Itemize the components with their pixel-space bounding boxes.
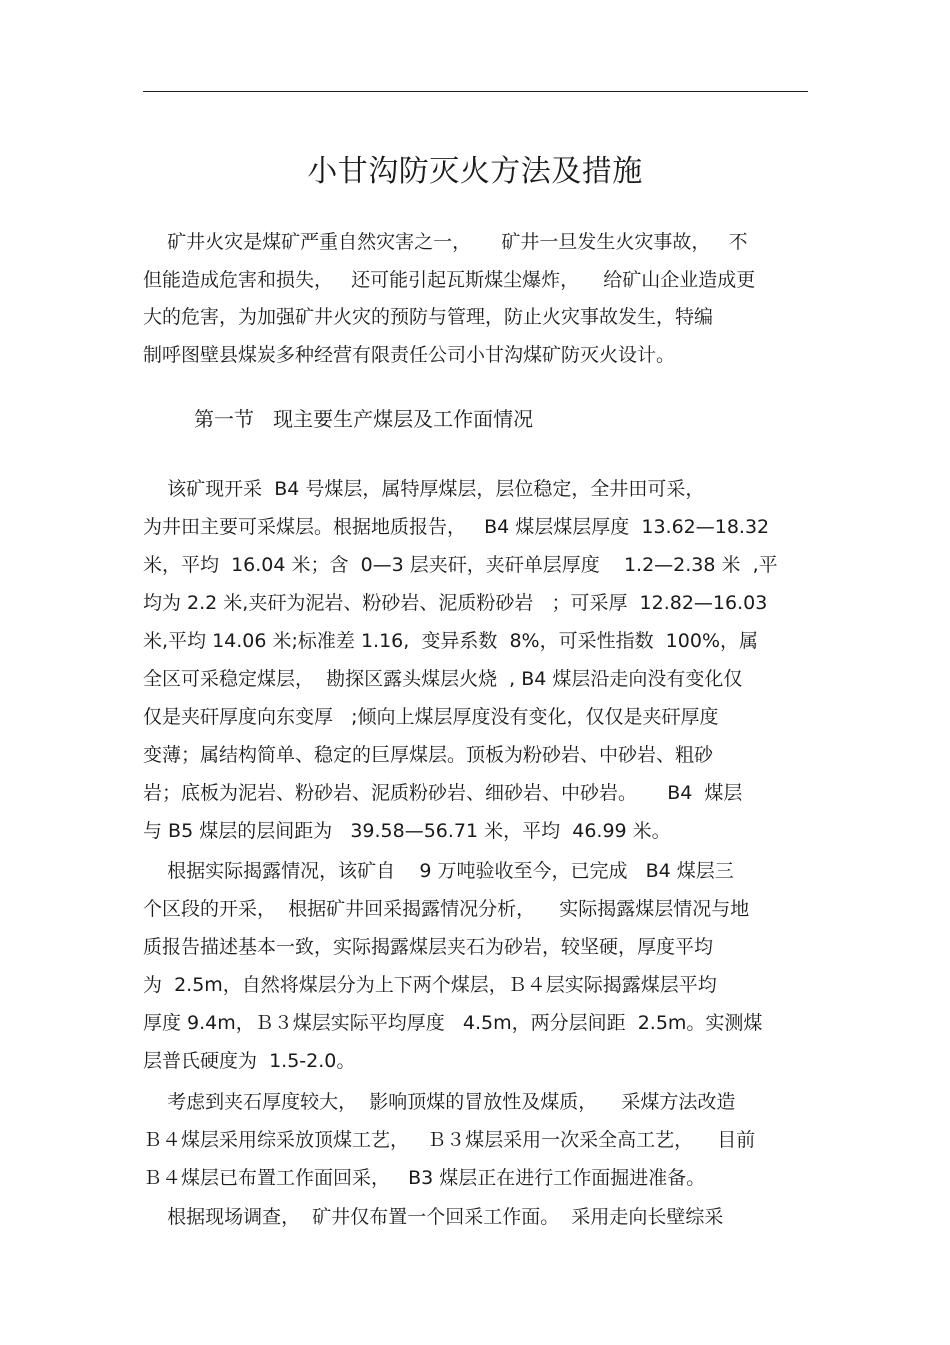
paragraph-line: 均为 2.2 米,夹矸为泥岩、粉砂岩、泥质粉砂岩 ；可采厚 12.82—16.03 bbox=[143, 592, 768, 614]
intro-paragraph bbox=[143, 224, 813, 374]
paragraph-line: 个区段的开采， 根据矿井回采揭露情况分析， 实际揭露煤层情况与地 bbox=[143, 898, 750, 920]
paragraph-line: 米,平均 14.06 米;标准差 1.16, 变异系数 8%，可采性指数 100%，属 bbox=[143, 630, 758, 652]
paragraph-line: 为 2.5m，自然将煤层分为上下两个煤层，Ｂ４层实际揭露煤层平均 bbox=[143, 974, 717, 996]
document-title: 小甘沟防灭火方法及措施 bbox=[307, 154, 643, 189]
paragraph-line: 仅是夹矸厚度向东变厚 ;倾向上煤层厚度没有变化，仅仅是夹矸厚度 bbox=[143, 706, 719, 728]
paragraph-line: 层普氏硬度为 1.5-2.0。 bbox=[143, 1050, 356, 1072]
paragraph-line: Ｂ４煤层已布置工作面回采， B3 煤层正在进行工作面掘进准备。 bbox=[143, 1167, 706, 1189]
site-survey-paragraph bbox=[143, 1198, 813, 1236]
exposure-paragraph bbox=[143, 852, 813, 1080]
paragraph-line: 但能造成危害和损失， 还可能引起瓦斯煤尘爆炸， 给矿山企业造成更 bbox=[143, 268, 756, 291]
paragraph-line: 质报告描述基本一致，实际揭露煤层夹石为砂岩，较坚硬，厚度平均 bbox=[143, 936, 714, 958]
coal-seam-paragraph bbox=[143, 470, 813, 850]
mining-method-paragraph bbox=[143, 1083, 813, 1197]
paragraph-line: 岩；底板为泥岩、粉砂岩、泥质粉砂岩、细砂岩、中砂岩。 B4 煤层 bbox=[143, 782, 743, 804]
paragraph-line: 矿井火灾是煤矿严重自然灾害之一， 矿井一旦发生火灾事故， 不 bbox=[143, 231, 748, 253]
paragraph-line: 该矿现开采 B4 号煤层，属特厚煤层，层位稳定，全井田可采， bbox=[143, 478, 705, 500]
paragraph-line: 根据现场调查， 矿井仅布置一个回采工作面。 采用走向长壁综采 bbox=[143, 1206, 724, 1228]
paragraph-line: 厚度 9.4m，Ｂ３煤层实际平均厚度 4.5m，两分层间距 2.5m。实测煤 bbox=[143, 1012, 763, 1034]
header-rule bbox=[143, 91, 808, 92]
paragraph-line: 考虑到夹石厚度较大， 影响顶煤的冒放性及煤质， 采煤方法改造 bbox=[143, 1091, 736, 1113]
paragraph-line: 大的危害，为加强矿井火灾的预防与管理，防止火灾事故发生，特编 bbox=[143, 306, 714, 328]
paragraph-line: 制呼图壁县煤炭多种经营有限责任公司小甘沟煤矿防灭火设计。 bbox=[143, 343, 676, 366]
paragraph-line: 与 B5 煤层的层间距为 39.58—56.71 米，平均 46.99 米。 bbox=[143, 820, 671, 842]
paragraph-line: Ｂ４煤层采用综采放顶煤工艺， Ｂ３煤层采用一次采全高工艺， 目前 bbox=[143, 1129, 756, 1151]
section-heading: 第一节 现主要生产煤层及工作面情况 bbox=[194, 407, 534, 431]
paragraph-line: 米，平均 16.04 米；含 0—3 层夹矸，夹矸单层厚度 1.2—2.38 米 ,平 bbox=[143, 554, 778, 576]
paragraph-line: 变薄；属结构简单、稳定的巨厚煤层。顶板为粉砂岩、中砂岩、粗砂 bbox=[143, 744, 714, 766]
paragraph-line: 根据实际揭露情况，该矿自 9 万吨验收至今，已完成 B4 煤层三 bbox=[143, 860, 734, 882]
paragraph-line: 全区可采稳定煤层， 勘探区露头煤层火烧 , B4 煤层沿走向没有变化仅 bbox=[143, 668, 743, 690]
paragraph-line: 为井田主要可采煤层。根据地质报告， B4 煤层煤层厚度 13.62—18.32 bbox=[143, 516, 770, 538]
